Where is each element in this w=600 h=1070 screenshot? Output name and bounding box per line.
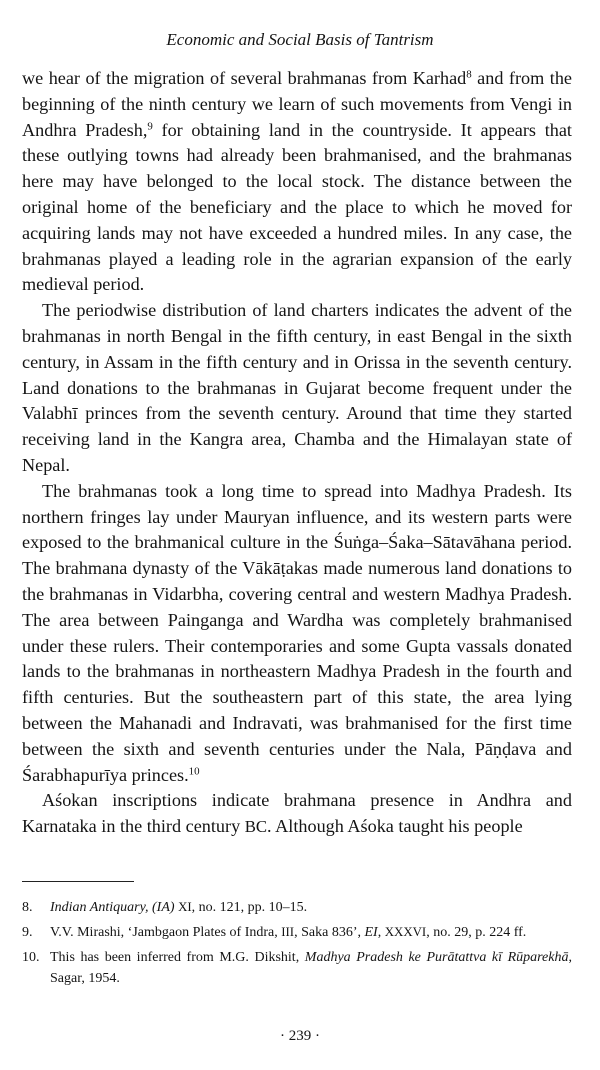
footnote-ref: 9 <box>147 120 153 133</box>
paragraph <box>22 298 572 479</box>
text-run: This has been inferred from M.G. Dikshit, <box>50 950 305 965</box>
running-head: Economic and Social Basis of Tantrism <box>166 30 434 49</box>
text-run: we hear of the migration of several brahmanas from Karhad <box>22 68 467 88</box>
footnote <box>22 922 572 943</box>
text-run: , no. 121, pp. 10–15. <box>191 900 308 915</box>
text-run: V.V. Mirashi, ‘Jambgaon Plates of Indra, <box>50 925 282 940</box>
italic-text: EI <box>364 925 378 940</box>
text-run: and from the beginning of the ninth century we learn of such movements from Vengi in Andhra Pradesh, <box>22 68 572 140</box>
paragraph <box>22 788 572 840</box>
text-run: . Although Aśoka taught his people <box>267 816 523 837</box>
body-text <box>22 66 572 840</box>
footnote-number: 9. <box>22 925 33 940</box>
footnote-text <box>50 922 572 943</box>
paragraph <box>22 66 572 298</box>
italic-text: Indian Antiquary, (IA) <box>50 900 175 915</box>
page-number: · 239 · <box>280 1028 320 1044</box>
footnote-text <box>50 947 572 989</box>
small-caps-text: XI <box>178 900 192 914</box>
footnotes <box>22 897 572 993</box>
text-run: for obtaining land in the countryside. It appears that these outlying towns had already been brahmanised, and the brahmanas here may have belonged to the local stock. The distance between the original home of the beneficiary and the place to which he moved for acquiring lands may not have exceeded a hundred miles. In any case, the brahmanas played a leading role in the agrarian expansion of the early medieval period. <box>22 119 572 295</box>
small-caps-text: BC <box>244 817 268 837</box>
text-run: , <box>377 925 385 940</box>
text-run: Aśokan inscriptions indicate brahmana presence in Andhra and Karnataka in the third century <box>22 790 572 837</box>
text-run: The periodwise distribution of land charters indicates the advent of the brahmanas in north Bengal in the fifth century, in east Bengal in the sixth century, in Assam in the fifth century and in Orissa in the seventh century. Land donations to the brahmanas in Gujarat become frequent under the Valabhī princes from the seventh century. Around that time they started receiving land in the Kangra area, Chamba and the Himalayan state of Nepal. <box>22 300 572 475</box>
footnote-ref: 10 <box>188 764 200 777</box>
footnote-text <box>50 897 572 918</box>
footnote <box>22 947 572 989</box>
text-run: , Saka 836’, <box>294 925 365 940</box>
footnote-rule <box>22 881 134 882</box>
footnote-number: 10. <box>22 950 40 965</box>
footnote <box>22 897 572 918</box>
italic-text: Madhya Pradesh ke Purātattva kī Rūparekhā <box>304 950 569 965</box>
small-caps-text: XXXVI <box>384 925 427 939</box>
footnote-ref: 8 <box>466 68 472 81</box>
small-caps-text: III <box>281 925 295 939</box>
text-run: , Sagar, 1954. <box>50 950 572 986</box>
text-run: The brahmanas took a long time to spread into Madhya Pradesh. Its northern fringes lay under Mauryan influence, and its western parts were exposed to the brahmanical culture in the Śuṅga–Śaka–Sātavāhana period. The brahmana dynasty of the Vākāṭakas made numerous land donations to the brahmanas in Vidarbha, covering central and western Madhya Pradesh. The area between Painganga and Wardha was completely brahmanised under these rulers. Their contemporaries and some Gupta vassals donated lands to the brahmanas in northeastern Madhya Pradesh in the fourth and fifth centuries. But the southeastern part of this state, the area lying between the Mahanadi and Indravati, was brahmanised for the first time between the sixth and seventh centuries under the Nala, Pāṇḍava and Śarabhapurīya princes. <box>22 480 572 785</box>
text-run: , no. 29, p. 224 ff. <box>426 925 527 940</box>
footnote-number: 8. <box>22 900 33 915</box>
paragraph <box>22 479 572 789</box>
